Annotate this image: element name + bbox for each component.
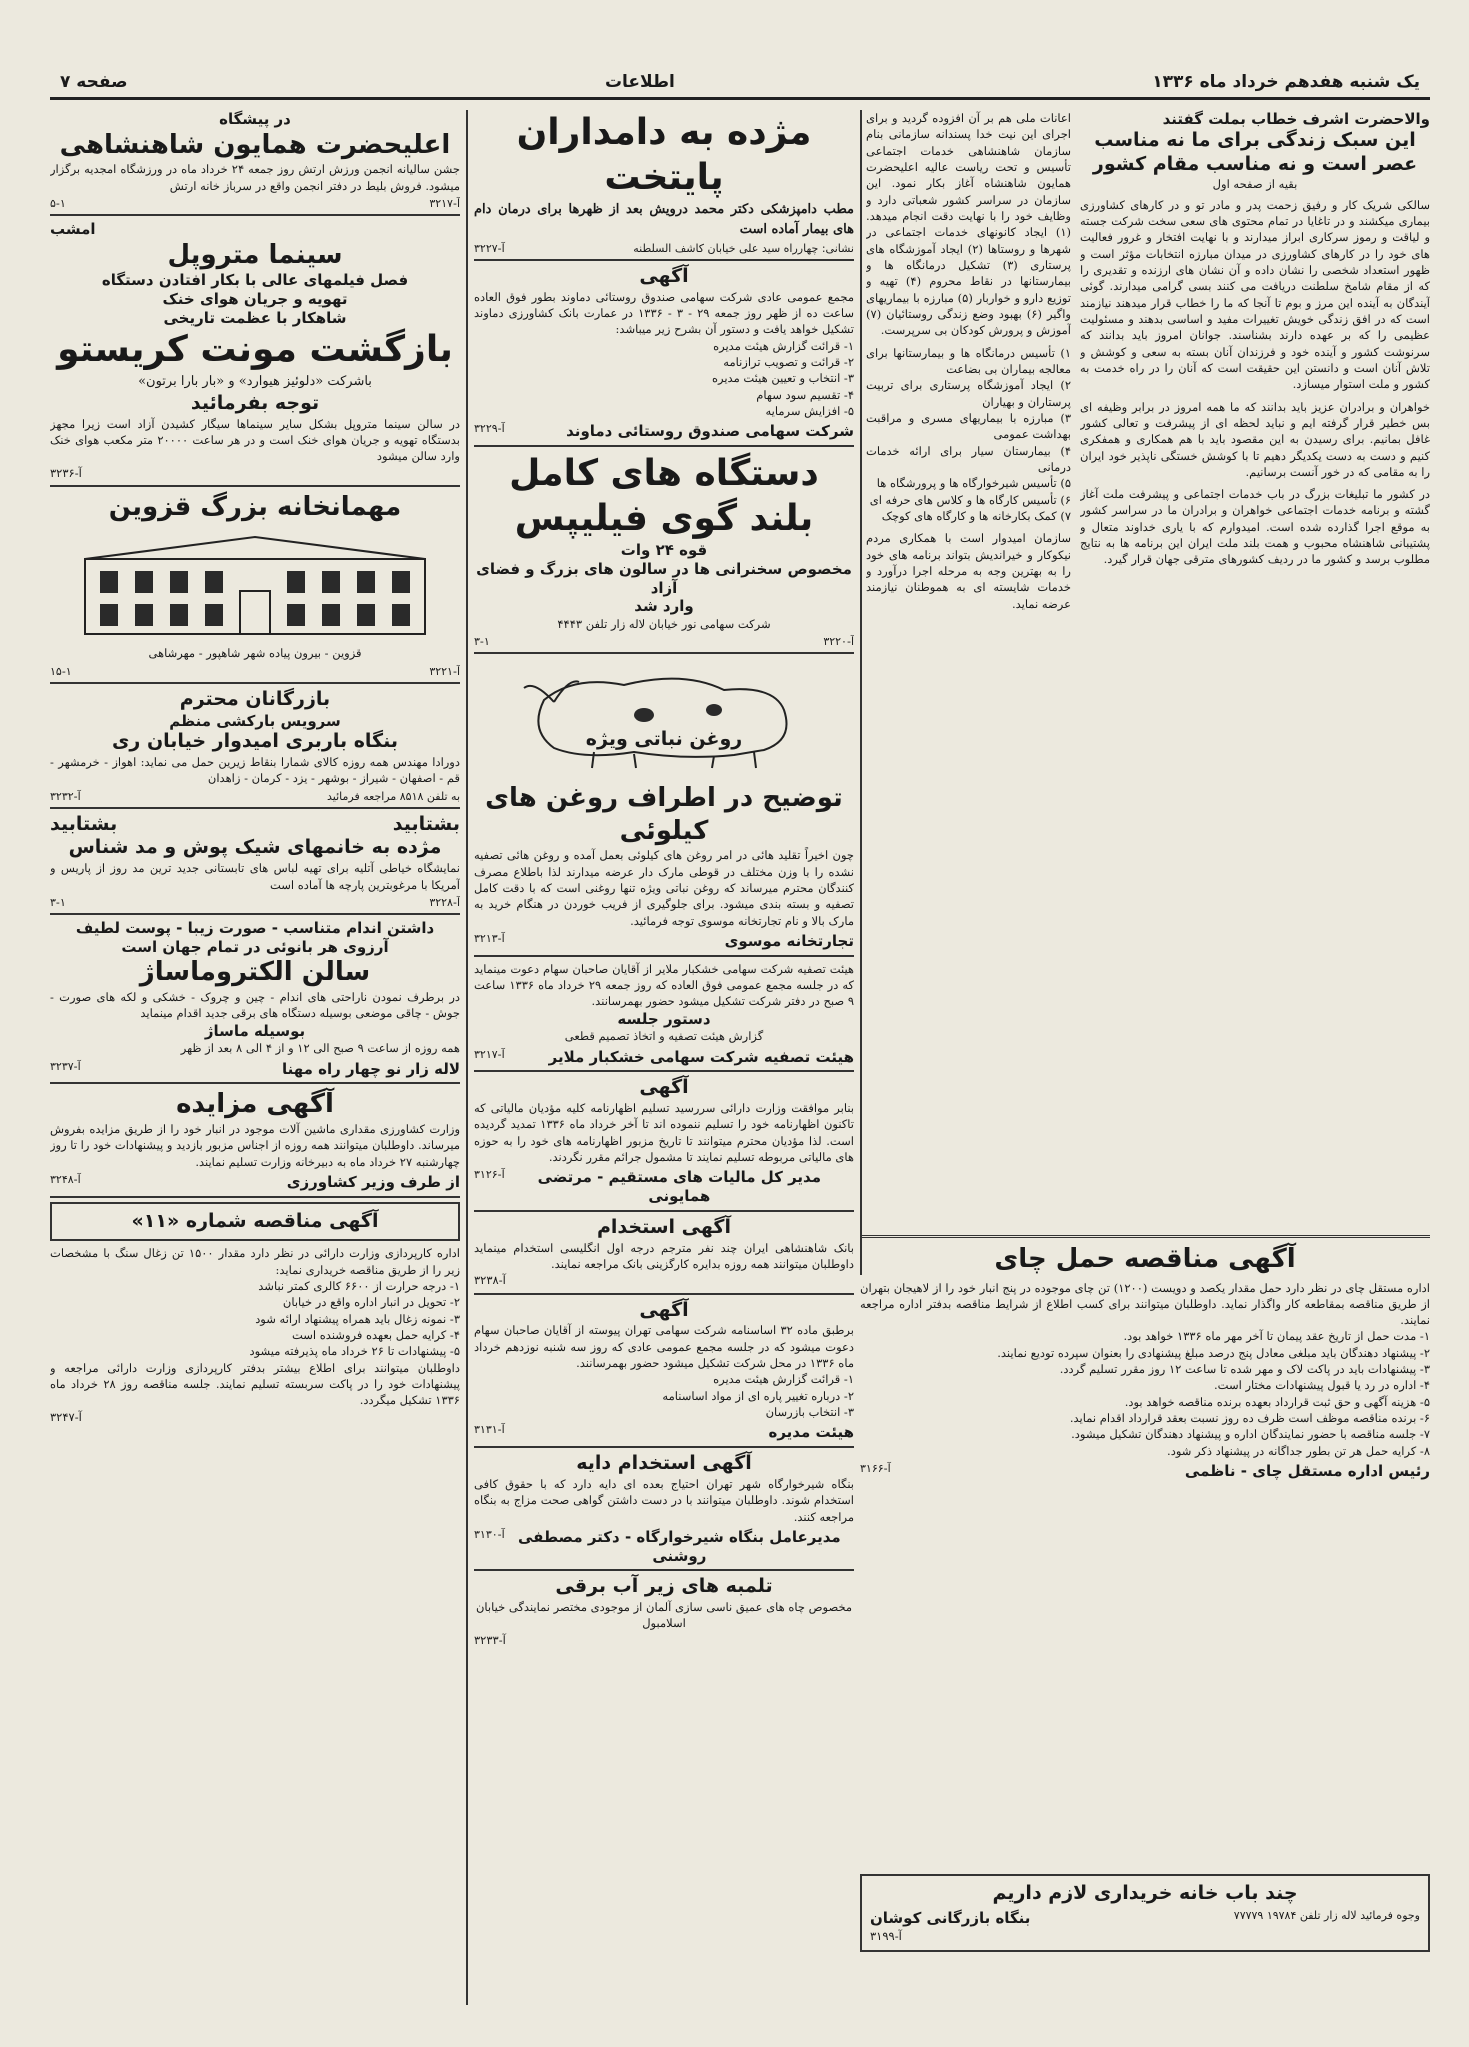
notice-body: بانک شاهنشاهی ایران چند نفر مترجم درجه اول انگلیسی استخدام مینماید داوطلبان میتوانند همه روزه بدایره کارگزینی بانک مراجعه نمایند. [474, 1240, 854, 1272]
ad-address: لاله زار نو چهار راه مهنا [281, 1059, 460, 1078]
ad-title: بلند گوی فیلیپس [514, 498, 814, 540]
divider [474, 652, 854, 654]
ad-kicker: در پیشگاه [219, 110, 291, 128]
notice-signature: شرکت سهامی صندوق روستائی دماوند [566, 422, 854, 441]
column-article-continued [866, 110, 1071, 1210]
notice-body: اداره مستقل چای در نظر دارد حمل مقدار یکصد و دویست (۱۲۰۰) تن چای موجوده در پنج انبار خود را از لاهیجان بتهران از طریق مناقصه بمقاطعه کار واگذار نماید. داوطلبان میتوانند برای کسب اطلاع از شرایط مناقصه بدفتر اداره مراجعه نمایند. [860, 1280, 1430, 1328]
article-body: اعانات ملی هم بر آن افزوده گردید و برای اجرای این نیت خدا پسندانه سازمانی بنام سازمان شاهنشاهی خدمات اجتماعی تأسیس و تحت ریاست عالیه اعلیحضرت همایون شاهنشاه آغاز بکار نمود. این سازمان در سراسر کشور شعباتی دارد و وظایف خود را با نهایت دقت انجام میدهد. (۱) ایجاد کانونهای خدمات اجتماعی در شهرها و روستاها (۲) ایجاد آموزشگاه های پرستاری (۳) تشکیل درمانگاه ها و بیمارستانها در نقاط محروم (۴) تهیه و توزیع دارو و خواربار (۵) مبارزه با بیماریهای واگیر (۶) بهبود وضع زندگی روستائیان (۷) آموزش و پرورش کودکان بی سرپرست. [866, 111, 1071, 338]
ad-phone: به تلفن ۸۵۱۸ مراجعه فرمائید [327, 789, 460, 803]
ad-signature: بنگاه بازرگانی کوشان [870, 1908, 1031, 1927]
article-headline: این سبک زندگی برای ما نه مناسب عصر است و نه مناسب مقام کشور [1092, 128, 1418, 175]
list-item: ۵- پیشنهادات تا ۲۶ خرداد ماه پذیرفته میشود [249, 1344, 460, 1359]
ad-title: مژده به خانمهای شیک پوش و مد شناس [68, 836, 442, 859]
ad-body: دورادا مهندس همه روزه کالای شمارا بنقاط زیرین حمل می نماید: اهواز - خرمشهر - قم - اصفهان - شیراز - بوشهر - یزد - کرمان - زاهدان [50, 755, 460, 786]
service-list [866, 345, 1071, 525]
list-item: ۳- انتخاب و تعیین هیئت مدیره [711, 371, 854, 386]
building-roof [85, 537, 425, 559]
divider [474, 445, 854, 447]
page-header [50, 66, 1430, 100]
list-item: ۵) تأسیس شیرخوارگاه ها و پرورشگاه ها [876, 476, 1071, 491]
ad-body: نمایشگاه خیاطی آتلیه برای تهیه لباس های تابستانی جدید ترین مد روز از پاریس و آمریکا با مرغوبترین پارچه ها آماده است [50, 861, 460, 892]
film-title: بازگشت مونت کریستو [57, 329, 453, 371]
ad-title: بازرگانان محترم [179, 687, 331, 710]
list-item: ۴) بیمارستان سیار برای ارائه خدمات درمانی [866, 443, 1071, 474]
list-item: ۵- هزینه آگهی و حق ثبت قرارداد بعهده برنده مناقصه خواهد بود. [1124, 1394, 1430, 1409]
ad-code: آ-۳۲۱۷ [429, 196, 460, 210]
article-body: خواهران و برادران عزیز باید بدانند که ما همه امروز در برابر وظیفه ای بس خطیر قرار گرفته ایم و نباید لحظه ای از پیشرفت و تعالی کشور غافل بمانیم. برای رسیدن به این مقصود باید با هم همکاری و همفکری کنیم و دست به دست یکدیگر دهیم تا با کوشش خستگی ناپذیر خود ایران را به مقامی که در خور آنست برسانیم. [1080, 399, 1430, 479]
notice-body: بنگاه شیرخوارگاه شهر تهران احتیاج بعده ای دایه دارد که با حقوق کافی استخدام شوند. داوطلبان میتوانند با در دست داشتن گواهی صحت مزاج به بنگاه مراجعه کنند. [474, 1476, 854, 1524]
ad-run: ۱۵-۱ [50, 664, 72, 678]
ad-attention: توجه بفرمائید [190, 391, 320, 414]
list-item: ۱- درجه حرارت از ۶۶۰۰ کالری کمتر نباشد [258, 1278, 460, 1293]
column-rule [860, 110, 862, 1275]
notice-signature: رئیس اداره مستقل چای - ناظمی [1184, 1462, 1430, 1481]
notice-body: هیئت تصفیه شرکت سهامی خشکبار ملایر از آقایان صاحبان سهام دعوت مینماید که در جلسه مجمع عمومی فوق العاده که روز جمعه ۲۹ خرداد ماه ۱۳۳۶ ساعت ۹ صبح در دفتر شرکت تشکیل میشود حضور بهمرسانند. [474, 961, 854, 1009]
column-ads-middle [474, 110, 854, 2005]
ad-code: آ-۳۱۳۰ [474, 1527, 505, 1541]
film-cast: باشرکت «دلوئیز هیوارد» و «بار بارا برتون» [138, 374, 372, 390]
divider [50, 1082, 460, 1084]
list-item: ۸- کرایه حمل هر تن بطور جداگانه در پیشنهاد ذکر شود. [1167, 1443, 1430, 1458]
notice-signature: مدیر کل مالیات های مستقیم - مرتضی همایونی [537, 1168, 821, 1206]
ad-title: مژده به دامداران پایتخت [516, 112, 812, 198]
notice-body: وزارت کشاورزی مقداری ماشین آلات موجود در انبار خود را از طریق مزایده بفروش میرساند. داوطلبان میتوانند همه روزه از اجناس مزبور بازدید و پیشنهادات خود را تا روز چهارشنبه ۲۷ خرداد ماه به دبیرخانه وزارت تسلیم نمایند. [50, 1121, 460, 1169]
divider [50, 214, 460, 216]
notice-signature: هیئت مدیره [768, 1423, 854, 1442]
divider [50, 807, 460, 809]
continued-note: بقیه از صفحه اول [1212, 177, 1298, 192]
list-item: ۷- جلسه مناقصه با حضور نمایندگان اداره و پیشنهاد دهندگان تشکیل میشود. [1071, 1427, 1430, 1442]
column-rule [466, 110, 468, 2005]
cow-illustration [484, 660, 844, 770]
list-item: ۲) ایجاد آموزشگاه پرستاری برای تربیت پرستاران و بهیاران [866, 378, 1071, 409]
house-purchase-ad [860, 1870, 1430, 2000]
divider [50, 682, 460, 684]
ad-address: شرکت سهامی نور خیابان لاله زار تلفن ۴۴۴۳ [557, 617, 771, 632]
ad-code: آ-۳۲۴۸ [50, 1172, 81, 1186]
ad-line: تهویه و جریان هوای خنک [162, 289, 348, 308]
hotel-caption: قزوین - بیرون پیاده شهر شاهپور - مهرشاهی [148, 646, 362, 661]
list-item: ۳) مبارزه با بیماریهای مسری و مراقبت بهداشت عمومی [866, 410, 1071, 442]
divider [50, 913, 460, 915]
ad-code: آ-۳۲۳۳ [474, 1632, 506, 1647]
ad-code: آ-۳۱۹۹ [870, 1928, 902, 1943]
notice-title: آگهی استخدام [596, 1215, 731, 1238]
page-number: صفحه ۷ [60, 71, 128, 92]
list-item: ۱- قرائت گزارش هیئت مدیره [713, 338, 854, 353]
ad-body: در برطرف نمودن ناراحتی های اندام - چین و چروک - خشکی و لکه های صورت - جوش - چاقی موضعی بوسیله دستگاه های برقی جدید اقدام مینماید [50, 989, 460, 1021]
column-ads-left [50, 110, 460, 2005]
ad-body: مخصوص چاه های عمیق ناسی سازی آلمان از موجودی مختصر نمایندگی خیابان اسلامبول [475, 1600, 853, 1631]
ad-line: شاهکار با عظمت تاریخی [163, 308, 347, 327]
paper-name: اطلاعات [604, 71, 675, 92]
ad-code: آ-۳۲۲۸ [429, 895, 460, 909]
ad-code: آ-۳۲۱۳ [474, 931, 505, 945]
list-item: ۵- افزایش سرمایه [765, 404, 854, 419]
ad-signature: تجارتخانه موسوی [724, 931, 854, 950]
ad-title: سالن الکتروماساژ [139, 957, 371, 988]
ad-hurry: بشتابید [392, 812, 460, 835]
ad-line: سرویس بارکشی منظم [169, 711, 341, 730]
notice-body: مجمع عمومی عادی شرکت سهامی صندوق روستائی دماوند بطور فوق العاده ساعت ده از ظهر روز جمعه ۲۹ - ۳ - ۱۳۳۶ در عمارت بانک کشاورزی دماوند تشکیل خواهد یافت و دستور آن بشرح زیر میباشد: [474, 289, 854, 337]
notice-title: آگهی [639, 1076, 689, 1099]
list-item: ۶- برنده مناقصه موظف است ظرف ده روز نسبت بعقد قرارداد اقدام نماید. [1069, 1411, 1430, 1426]
ad-title: بنگاه باربری امیدوار خیابان ری [111, 730, 398, 753]
article-body: سالکی شریک کار و رفیق زحمت پدر و مادر تو و در کارهای کشاورزی بیماری میکشند و در تاغایا در تمام محتوی های سعی سخت شرکت جسته و لیاقت و رموز سرکاری ابراز میدارند و با نهایت افتخار و غرور فعالیت های خود را در کارهای کشاورزی در میدان مبارزه انتخابات مؤثر است و ظهور استعداد شخصی را نشان داده و آن نشان های ارزنده و تقدیری را که از مقام شامخ سلطنت دریافت می کنند بسی گرامی میدارند. گوئی آیندگان به آینده این مرز و بوم تا آنجا که ما را خطاب قرار میدهند نیازمند است که در افق زندگی خویش تغییرات مفید و اساسی بدهند و مسئولیت عظیمی را که بر عهده دارند بشناسند. جوانان امروز باید بدانند که سرنوشت کشور و آینده خود و فرزندان آنان بسته به سعی و کوشش و تلاش آنان است و دانستن این حقیقت است که آنان را در راه خدمت به کشور و ملت استوار میسازد. [1080, 197, 1430, 392]
list-item: ۳- انتخاب بازرسان [765, 1405, 854, 1420]
divider [474, 1446, 854, 1448]
list-item: ۱- قرائت گزارش هیئت مدیره [713, 1372, 854, 1387]
ad-code: آ-۳۲۴۷ [50, 1409, 82, 1424]
divider [860, 1235, 1430, 1238]
ad-body: جشن سالیانه انجمن ورزش ارتش روز جمعه ۲۴ خرداد ماه در ورزشگاه امجدیه برگزار میشود. فروش بلیط در دفتر انجمن واقع در سرباز خانه ارتش [50, 162, 460, 193]
tender-title-box [50, 1202, 460, 1242]
ad-address: نشانی: چهارراه سید علی خیابان کاشف السلطنه [633, 242, 854, 255]
ad-line: فصل فیلمهای عالی با بکار افتادن دستگاه [101, 271, 409, 290]
building-windows [100, 571, 410, 626]
notice-signature: هیئت تصفیه شرکت سهامی خشکبار ملایر [548, 1047, 854, 1066]
cow-spot [706, 704, 722, 716]
ad-code: آ-۳۱۶۶ [860, 1462, 891, 1476]
ad-code: آ-۳۲۲۹ [474, 422, 505, 436]
ad-run: ۳-۱ [474, 635, 490, 649]
ad-title: اعلیحضرت همایون شاهنشاهی [59, 129, 451, 160]
ad-body: در سالن سینما متروپل بشکل سایر سینماها سیگار کشیدن آزاد است زیرا مجهز بدستگاه تهویه و جریان هوای خنک است و در هر ساعت ۲۰۰۰۰ متر مکعب هوای خنک وارد سالن میشود [50, 416, 460, 464]
ad-code: آ-۳۲۲۷ [474, 242, 505, 255]
notice-title: آگهی مناقصه شماره «۱۱» [131, 1209, 379, 1232]
ad-body: مطب دامپزشکی دکتر محمد درویش بعد از ظهرها برای درمان دام های بیمار آماده است [474, 202, 854, 237]
building-door [240, 591, 270, 634]
list-item: ۲- درباره تغییر پاره ای از مواد اساسنامه [662, 1388, 854, 1403]
notice-body: داوطلبان میتوانند برای اطلاع بیشتر بدفتر کارپردازی وزارت دارائی مراجعه و پیشنهادات خود را در پاکت سربسته تسلیم نمایند. جلسه مناقصه روز ۲۸ خرداد ماه ۱۳۳۶ تشکیل میگردد. [50, 1360, 460, 1408]
divider [474, 1070, 854, 1072]
ad-body: چون اخیراً تقلید هائی در امر روغن های کیلوئی بعمل آمده و روغن هائی تصفیه نشده را با وزن مختلف در قوطی مارک دار عرضه میدارند لذا باطلاع مصرف کنندگان محترم میرساند که روغن نباتی ویژه تنها روغنی است که با دقت کامل تصفیه و بسته بندی میشود. برای جلوگیری از فریب خوردن در هنگام خرید به مارک بالا و نام تجارتخانه موسوی توجه فرمائید. [474, 848, 854, 928]
ad-title: تلمبه های زیر آب برقی [555, 1575, 773, 1598]
list-item: ۳- پیشنهادات باید در پاکت لاک و مهر شده تا ساعت ۱۲ روز مقرر تسلیم گردد. [1059, 1362, 1430, 1377]
list-item: گزارش هیئت تصفیه و اتخاذ تصمیم قطعی [564, 1029, 764, 1044]
ad-hours: همه روزه از ساعت ۹ صبح الی ۱۲ و از ۴ الی ۸ بعد از ظهر [180, 1041, 460, 1056]
ad-code: آ-۳۱۲۶ [474, 1168, 505, 1182]
notice-signature: از طرف وزیر کشاورزی [286, 1172, 460, 1191]
notice-title: آگهی [639, 265, 689, 287]
list-item: ۴- تقسیم سود سهام [756, 387, 854, 402]
divider [474, 1293, 854, 1295]
ad-code: آ-۳۱۳۱ [474, 1423, 505, 1437]
brand-name: روغن نباتی ویژه [585, 728, 743, 751]
cinema-tonight: امشب [50, 219, 96, 238]
ad-code: آ-۳۲۲۰ [823, 635, 854, 649]
list-item: ۷) کمک بکارخانه ها و کارگاه های کوچک [881, 508, 1071, 523]
column-main-article [1080, 110, 1430, 1220]
ad-run: ۳-۱ [50, 895, 66, 909]
ad-line: وارد شد [634, 597, 694, 616]
divider [474, 955, 854, 957]
ad-title: چند باب خانه خریداری لازم داریم [992, 1882, 1298, 1904]
divider [474, 1569, 854, 1571]
notice-title: آگهی [639, 1298, 689, 1321]
ad-line: بوسیله ماساژ [204, 1021, 306, 1040]
article-body: سازمان امیدوار است با همکاری مردم نیکوکار و خیراندیش بتواند برنامه های خود را به بهترین وجه به مرحله اجرا درآورد و خدمات شایسته ای به هموطنان نیازمند عرضه نماید. [866, 531, 1071, 611]
ad-run: ۵-۱ [50, 196, 66, 210]
list-item: ۶) تأسیس کارگاه ها و کلاس های حرفه ای [869, 492, 1071, 507]
divider [50, 485, 460, 487]
ad-body: وجوه فرمائید لاله زار تلفن ۱۹۷۸۴ ۷۷۷۷۹ [1233, 1908, 1420, 1922]
divider [474, 259, 854, 261]
ad-title: توضیح در اطراف روغن های کیلوئی [485, 783, 843, 846]
notice-signature: مدیرعامل بنگاه شیرخوارگاه - دکتر مصطفی روشنی [517, 1527, 841, 1565]
divider [50, 1196, 460, 1198]
ad-line: داشتن اندام متناسب - صورت زیبا - پوست لطیف [75, 918, 435, 937]
article-body: در کشور ما تبلیغات بزرگ در باب خدمات اجتماعی و پیشرفت ملت آغاز گشته و برنامه خدمات اجتماعی خواهران و برادران ما در سراسر کشور به موقع اجرا گذارده شده است. امیدوارم که با یاری خداوند متعال و پشتیبانی شاهنشاه محبوب و همت بلند ملت ایران این برنامه ها به نتایج مطلوب برسد و کشور ما در ردیف کشورهای مترقی جهان قرار گیرد. [1080, 487, 1430, 567]
ad-title: دستگاه های کامل [509, 453, 819, 495]
list-item: ۴- کرایه حمل بعهده فروشنده است [292, 1327, 460, 1342]
ad-code: آ-۳۲۳۶ [50, 465, 82, 480]
issue-date: یک شنبه هفدهم خرداد ماه ۱۳۳۶ [1152, 71, 1420, 92]
ad-code: آ-۳۲۳۷ [50, 1059, 81, 1073]
notice-title: آگهی مزایده [176, 1089, 334, 1120]
list-item: ۱- مدت حمل از تاریخ عقد پیمان تا آخر مهر ماه ۱۳۳۶ خواهد بود. [1123, 1329, 1430, 1344]
ad-line: آرزوی هر بانوئی در تمام جهان است [121, 937, 389, 956]
list-item: ۲- قرائت و تصویب ترازنامه [723, 355, 854, 370]
hotel-title: مهمانخانه بزرگ قزوین [108, 491, 402, 522]
list-item: ۲- تحویل در انبار اداره واقع در خیابان [282, 1295, 460, 1310]
cow-spot [634, 708, 654, 722]
hotel-building-illustration [65, 529, 445, 639]
list-item: ۲- پیشنهاد دهندگان باید مبلغی معادل پنج درصد مبلغ پیشنهادی را بعنوان سپرده تودیع نمایند. [997, 1345, 1430, 1360]
article-kicker: والاحضرت اشرف خطاب بملت گفتند [1162, 110, 1430, 128]
cow-horns [524, 682, 579, 703]
ad-line: قوه ۲۴ وات [620, 541, 708, 560]
notice-body: اداره کارپردازی وزارت دارائی در نظر دارد مقدار ۱۵۰۰ تن زغال سنگ با مشخصات زیر را از طریق مناقصه خریداری نماید: [50, 1246, 460, 1277]
ad-line: مخصوص سخنرانی ها در سالون های بزرگ و فضای آزاد [476, 559, 852, 597]
ad-code: آ-۳۲۳۸ [474, 1273, 506, 1288]
divider [474, 1210, 854, 1212]
notice-body: برطبق ماده ۳۲ اساسنامه شرکت سهامی تهران پیوسته از آقایان صاحبان سهام دعوت میشود که در جلسه مجمع عمومی عادی که روز سه شنبه نوزدهم خرداد ماه ۱۳۳۶ در محل شرکت تشکیل میشود حضور بهمرسانند. [474, 1323, 854, 1371]
ad-code: آ-۳۲۱۷ [474, 1047, 505, 1061]
notice-title: آگهی مناقصه حمل چای [994, 1244, 1296, 1274]
notice-body: بنابر موافقت وزارت دارائی سررسید تسلیم اظهارنامه کلیه مؤدیان مالیاتی که تاکنون اظهارنامه خود را تسلیم ننموده اند تا آخر خرداد ماه ۱۳۳۶ تمدید گردیده است. لذا مؤدیان محترم میتوانند تا تاریخ مزبور اظهارنامه های خود را به حوزه های مالیاتی مربوطه تسلیم نمایند تا مشمول جرائم مقرر نگردند. [474, 1101, 854, 1165]
cinema-name: سینما متروپل [167, 239, 343, 270]
notice-title: آگهی استخدام دایه [576, 1452, 752, 1475]
list-item: ۱) تأسیس درمانگاه ها و بیمارستانها برای معالجه بیماران بی بضاعت [866, 345, 1071, 376]
ad-hurry: بشتابید [50, 812, 118, 835]
notice-agenda: دستور جلسه [617, 1009, 711, 1028]
ad-code: آ-۳۲۲۱ [429, 664, 460, 678]
list-item: ۴- اداره در رد یا قبول پیشنهادات مختار است. [1214, 1378, 1430, 1393]
ad-code: آ-۳۲۳۲ [50, 789, 81, 803]
list-item: ۳- نمونه زغال باید همراه پیشنهاد ارائه شود [255, 1311, 460, 1326]
tea-tender-notice [860, 1230, 1430, 1860]
